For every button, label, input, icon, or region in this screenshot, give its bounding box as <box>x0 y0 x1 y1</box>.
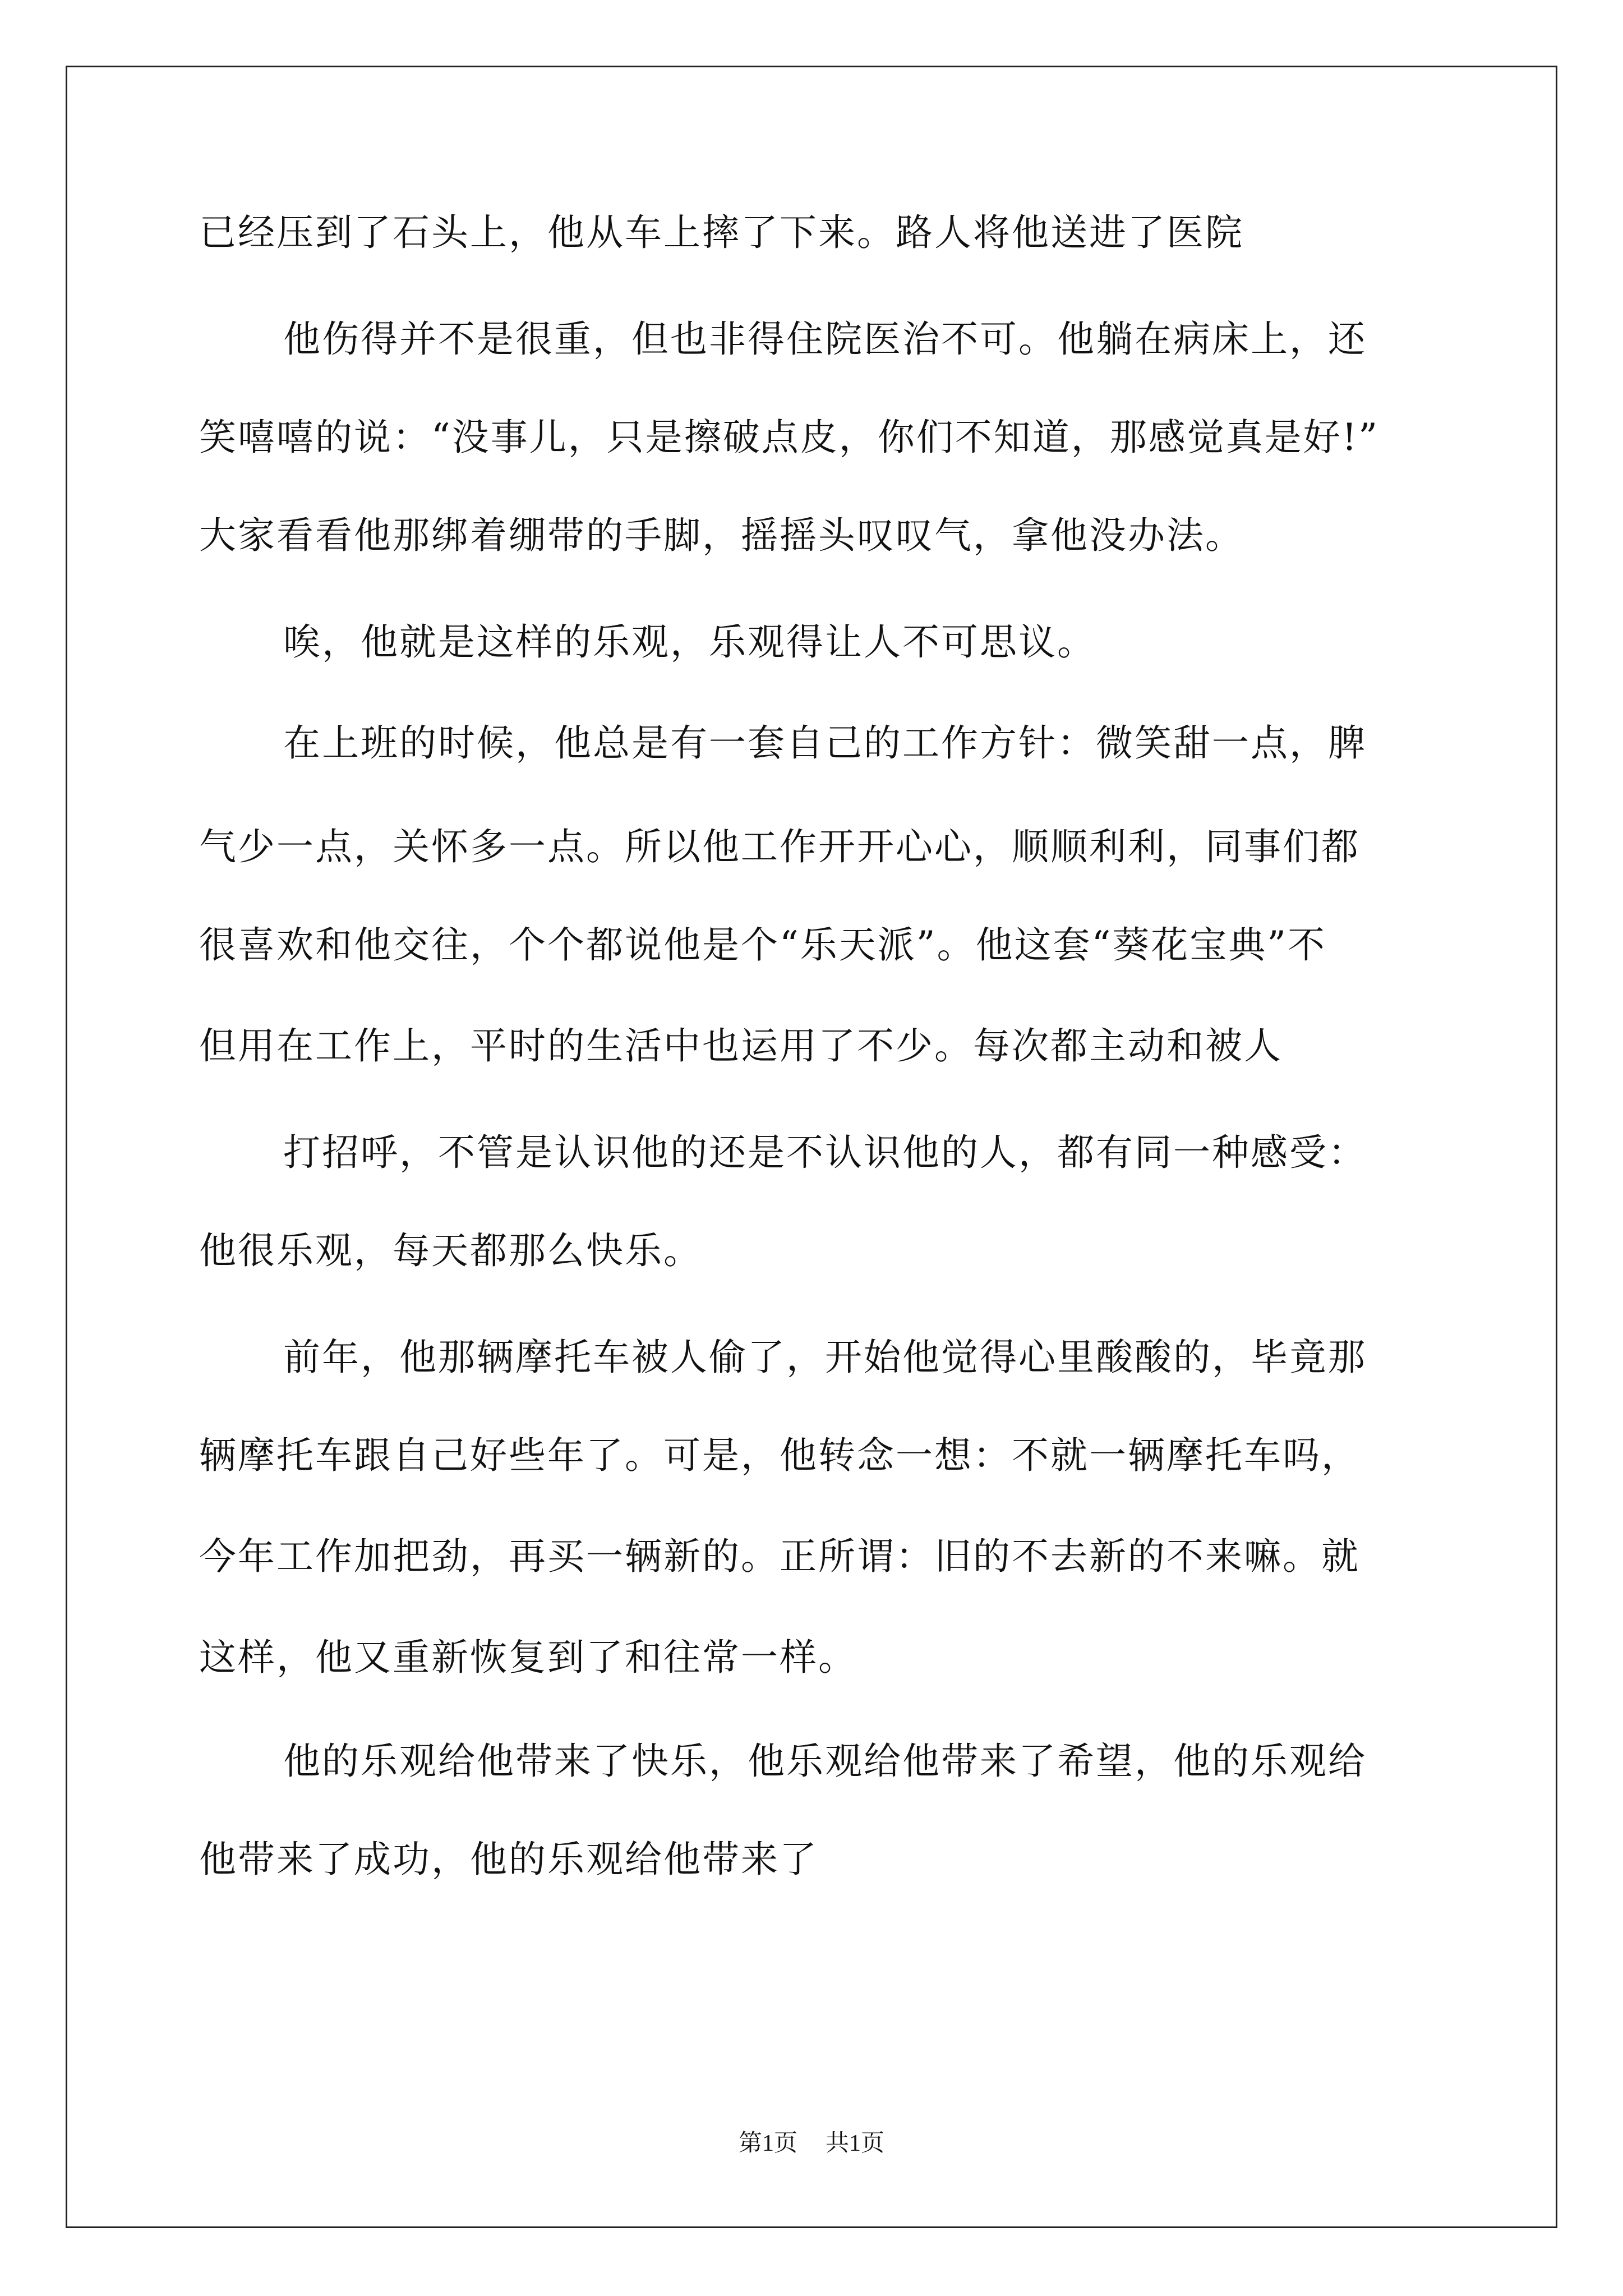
text-line: 很喜欢和他交往，个个都说他是个“乐天派”。他这套“葵花宝典”不 <box>199 923 1326 967</box>
text-line: 他的乐观给他带来了快乐，他乐观给他带来了希望，他的乐观给 <box>283 1740 1367 1783</box>
text-line: 他伤得并不是很重，但也非得住院医治不可。他躺在病床上，还 <box>283 318 1367 361</box>
text-line: 气少一点，关怀多一点。所以他工作开开心心，顺顺利利，同事们都 <box>199 825 1360 868</box>
text-line: 他带来了成功，他的乐观给他带来了 <box>199 1838 818 1881</box>
text-line: 笑嘻嘻的说：“没事儿，只是擦破点皮，你们不知道，那感觉真是好!” <box>199 416 1380 459</box>
text-line: 辆摩托车跟自己好些年了。可是，他转念一想：不就一辆摩托车吗， <box>199 1434 1360 1477</box>
text-line: 今年工作加把劲，再买一辆新的。正所谓：旧的不去新的不来嘛。就 <box>199 1535 1360 1578</box>
text-line: 但用在工作上，平时的生活中也运用了不少。每次都主动和被人 <box>199 1024 1283 1068</box>
page-number: 第1页 <box>738 2131 797 2156</box>
page-footer <box>0 2129 1623 2157</box>
page-total: 共1页 <box>826 2131 885 2156</box>
text-line: 大家看看他那绑着绷带的手脚，摇摇头叹叹气，拿他没办法。 <box>199 514 1244 557</box>
text-line: 在上班的时候，他总是有一套自己的工作方针：微笑甜一点，脾 <box>283 721 1367 765</box>
text-line: 这样，他又重新恢复到了和往常一样。 <box>199 1636 857 1679</box>
text-line: 前年，他那辆摩托车被人偷了，开始他觉得心里酸酸的，毕竟那 <box>283 1336 1367 1379</box>
text-line: 唉，他就是这样的乐观，乐观得让人不可思议。 <box>283 620 1096 664</box>
text-line: 他很乐观，每天都那么快乐。 <box>199 1229 702 1272</box>
text-line: 打招呼，不管是认识他的还是不认识他的人，都有同一种感受： <box>283 1131 1367 1174</box>
text-line: 已经压到了石头上，他从车上摔了下来。路人将他送进了医院 <box>199 211 1244 254</box>
